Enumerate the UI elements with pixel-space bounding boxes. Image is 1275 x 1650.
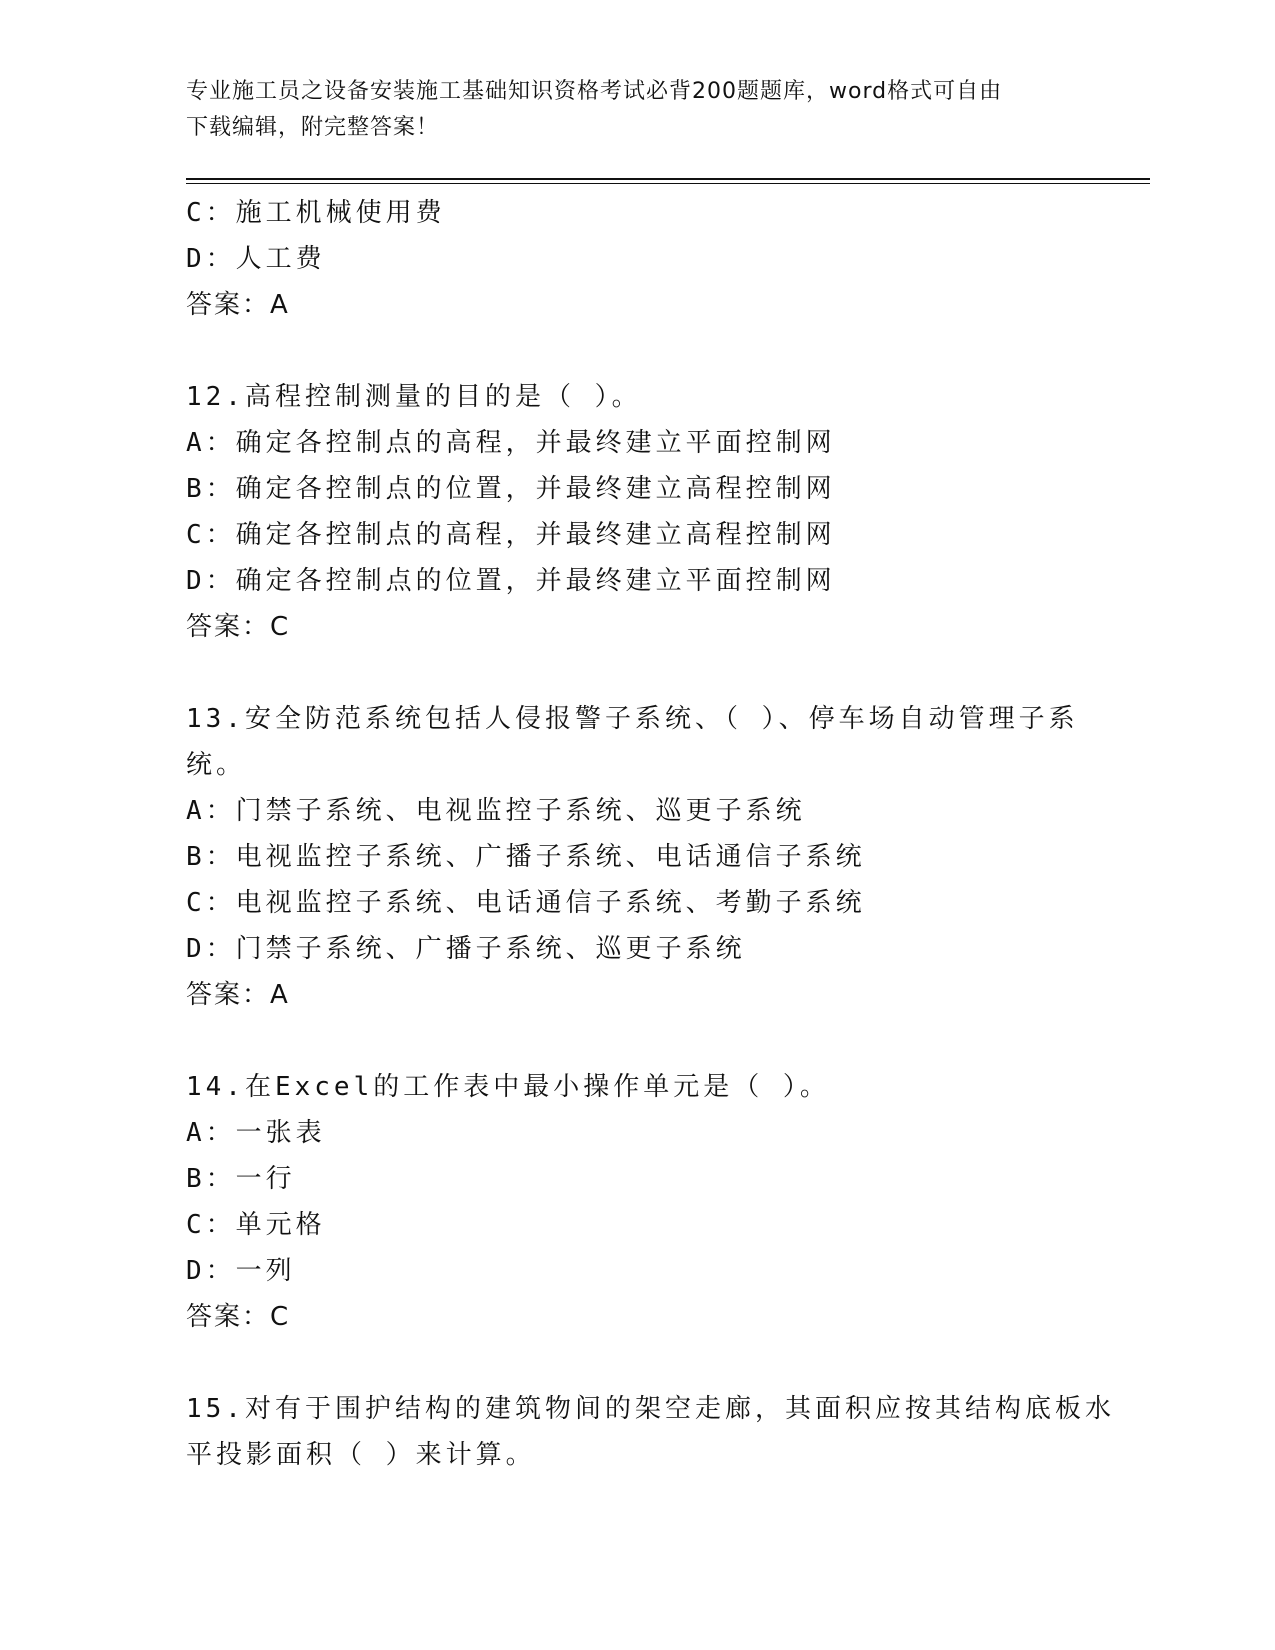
question-stem-line-1: 13.安全防范系统包括人侵报警子系统、（ ）、停车场自动管理子系 bbox=[186, 704, 1079, 734]
spacer bbox=[186, 328, 1066, 374]
question-stem: 14.在Excel的工作表中最小操作单元是（ ）。 bbox=[186, 1072, 830, 1102]
option-c: C：确定各控制点的高程，并最终建立高程控制网 bbox=[186, 520, 836, 550]
option-b: B：电视监控子系统、广播子系统、电话通信子系统 bbox=[186, 842, 866, 872]
option-c: C：单元格 bbox=[186, 1210, 326, 1240]
spacer bbox=[186, 650, 1066, 696]
option-d: D：一列 bbox=[186, 1256, 296, 1286]
question-list bbox=[186, 190, 1115, 1478]
document-header bbox=[186, 74, 1066, 146]
question-stem: 12.高程控制测量的目的是（ ）。 bbox=[186, 382, 642, 412]
option-b: B：确定各控制点的位置，并最终建立高程控制网 bbox=[186, 474, 836, 504]
question-13 bbox=[186, 696, 1079, 1018]
answer-line: 答案：C bbox=[186, 612, 291, 642]
option-d: D：人工费 bbox=[186, 244, 326, 274]
option-a: A：门禁子系统、电视监控子系统、巡更子系统 bbox=[186, 796, 806, 826]
header-line-1: 专业施工员之设备安装施工基础知识资格考试必背200题题库，word格式可自由 bbox=[186, 79, 1003, 104]
header-line-2: 下载编辑，附完整答案！ bbox=[186, 115, 440, 140]
header-divider bbox=[186, 178, 1150, 184]
answer-line: 答案：A bbox=[186, 290, 290, 320]
question-15 bbox=[186, 1386, 1115, 1478]
option-d: D：确定各控制点的位置，并最终建立平面控制网 bbox=[186, 566, 836, 596]
spacer bbox=[186, 1340, 1066, 1386]
question-12 bbox=[186, 374, 1066, 650]
spacer bbox=[186, 1018, 1066, 1064]
option-a: A：一张表 bbox=[186, 1118, 326, 1148]
answer-line: 答案：C bbox=[186, 1302, 291, 1332]
option-a: A：确定各控制点的高程，并最终建立平面控制网 bbox=[186, 428, 836, 458]
option-b: B：一行 bbox=[186, 1164, 296, 1194]
question-stem-line-2: 统。 bbox=[186, 750, 247, 780]
question-stem-line-2: 平投影面积（ ）来计算。 bbox=[186, 1440, 536, 1470]
question-11-tail bbox=[186, 190, 1066, 328]
question-stem-line-1: 15.对有于围护结构的建筑物间的架空走廊，其面积应按其结构底板水 bbox=[186, 1394, 1115, 1424]
question-14 bbox=[186, 1064, 1066, 1340]
option-c: C：施工机械使用费 bbox=[186, 198, 446, 228]
option-c: C：电视监控子系统、电话通信子系统、考勤子系统 bbox=[186, 888, 866, 918]
option-d: D：门禁子系统、广播子系统、巡更子系统 bbox=[186, 934, 746, 964]
answer-line: 答案：A bbox=[186, 980, 290, 1010]
